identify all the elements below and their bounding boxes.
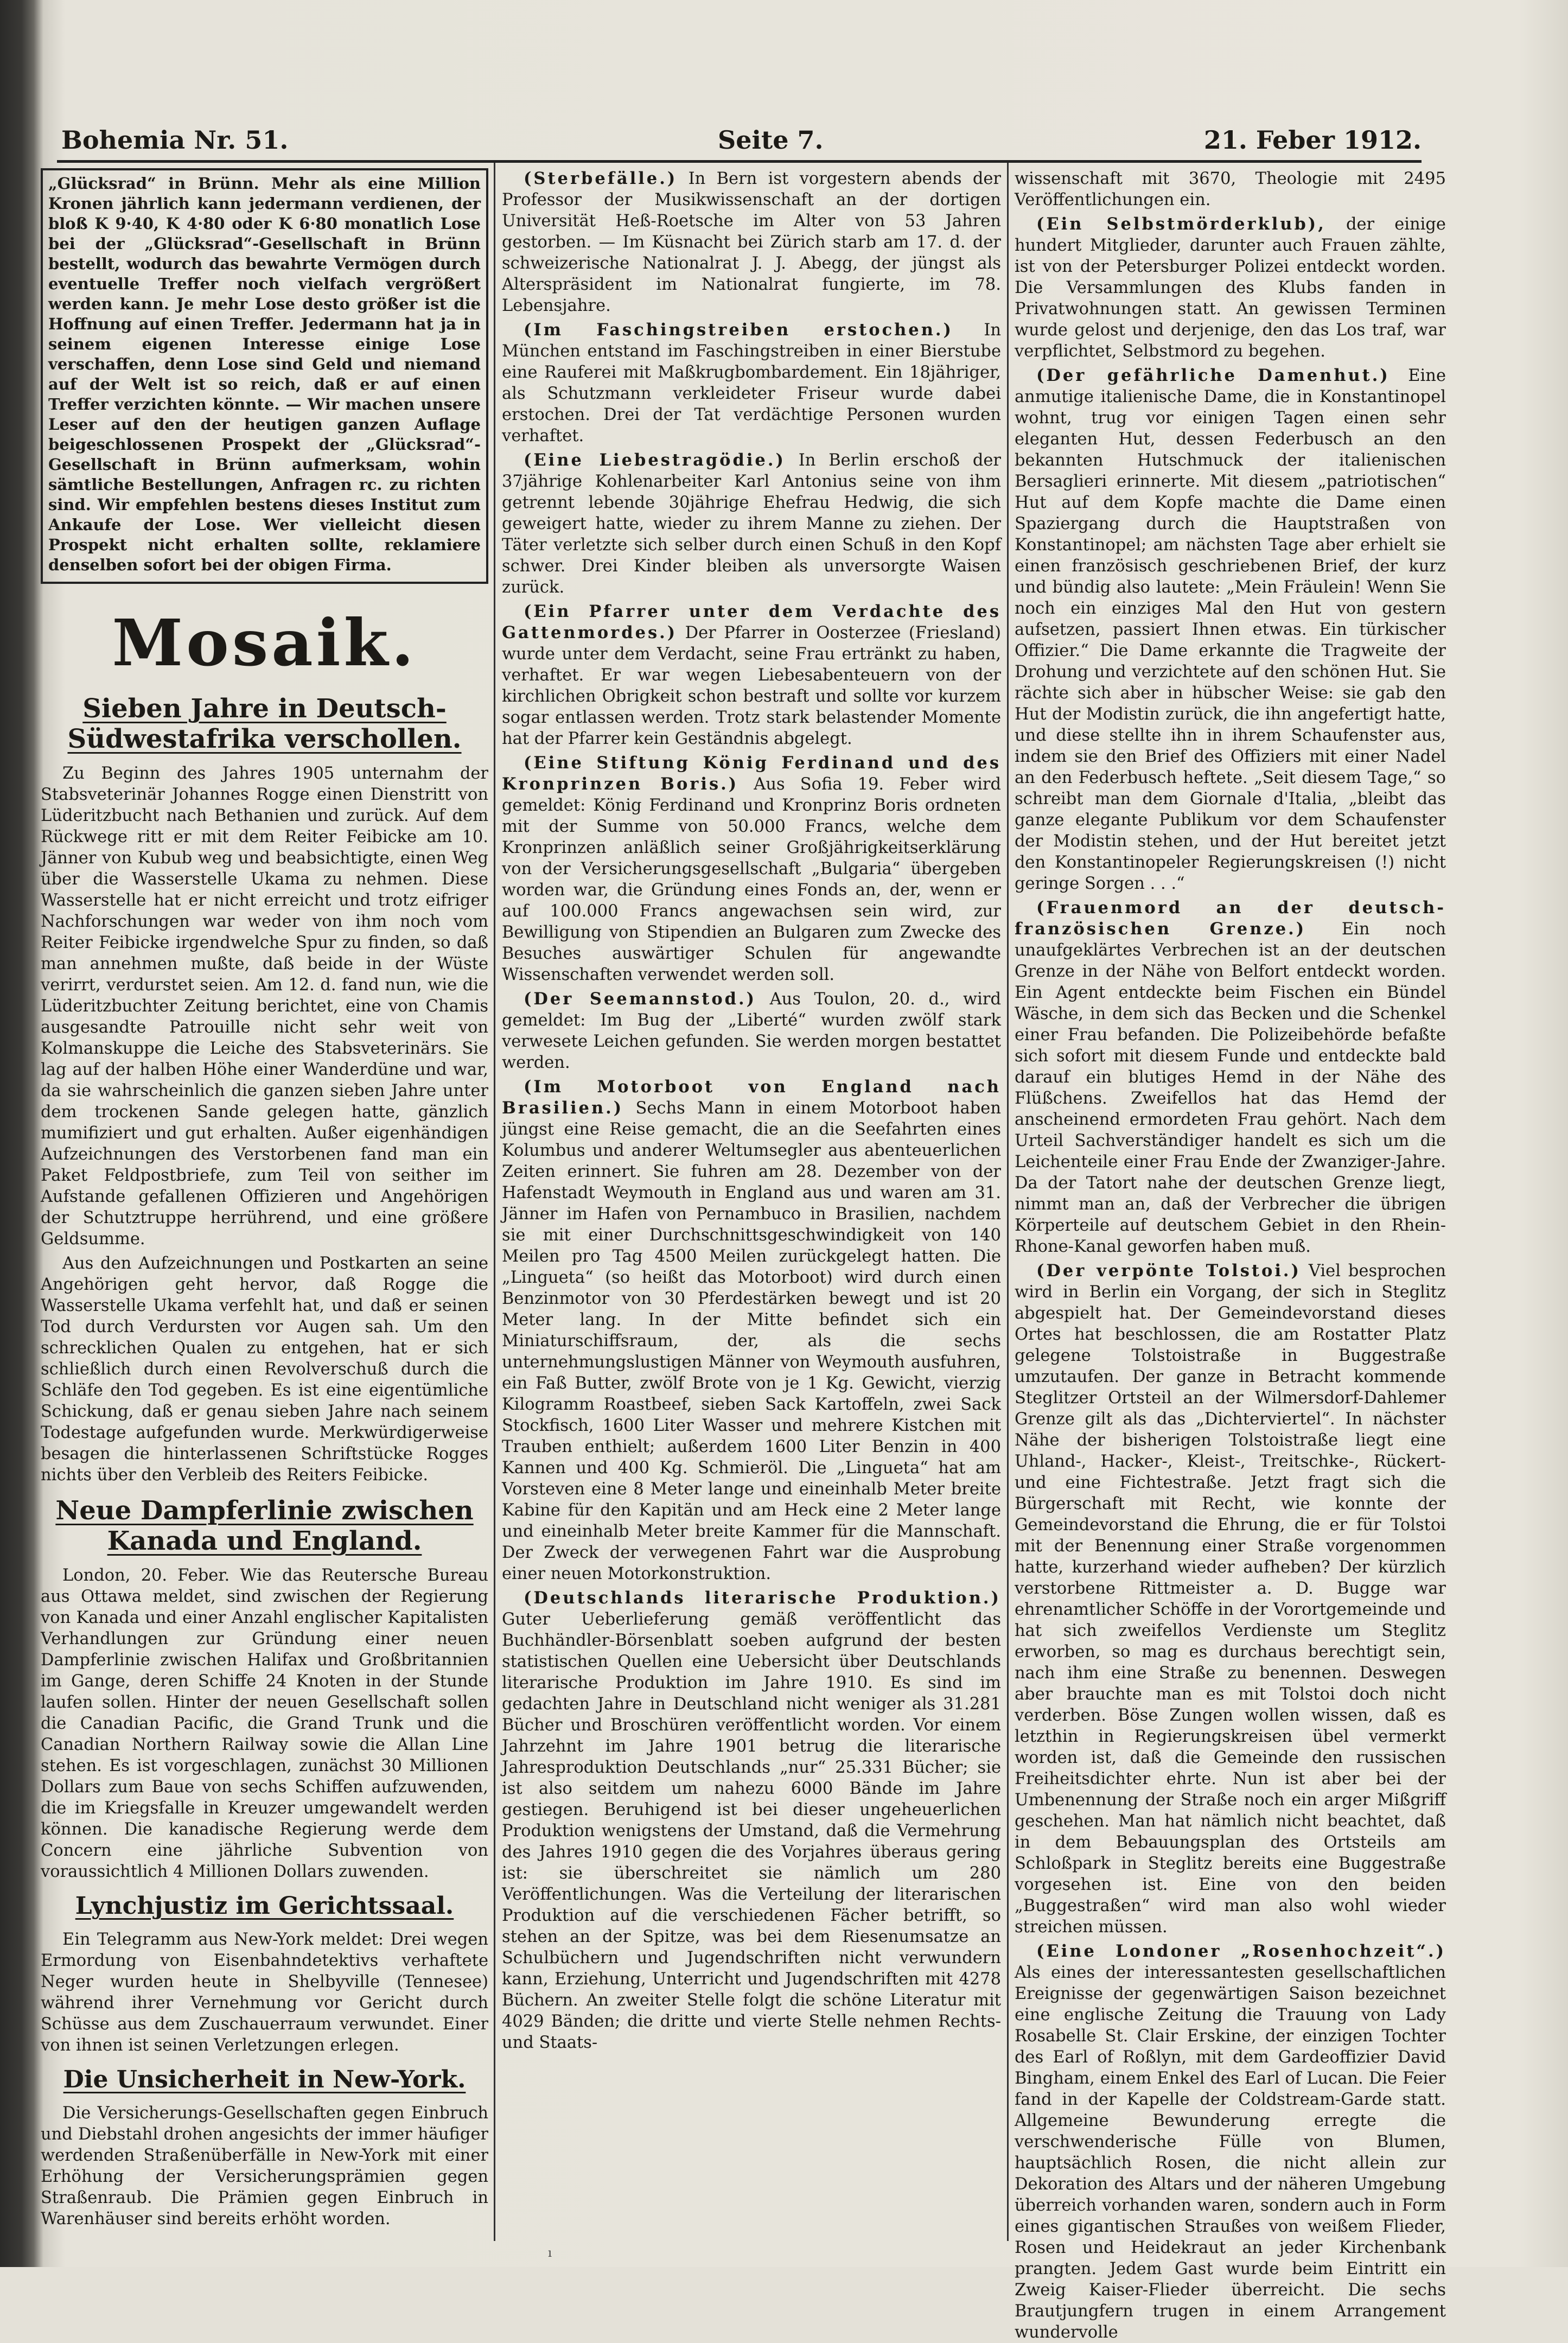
news-item-text: Ein noch unaufgeklärtes Verbrechen ist an der deutschen Grenze in der Nähe von Belfort entdeckt worden. Ein Agent entdeckte beim Fischen ein Bündel Wäsche, in dem sich das Becken und die Schenkel einer Frau befanden. Die Polizeibehörde befaßte sich sofort mit diesem Funde und entdeckte bald darauf ein blutiges Hemd in der Nähe des Flüßchens. Zweifellos hat das Hemd der anscheinend ermordeten Frau gehört. Nach dem Urteil Sachverständiger handelt es sich um die Leichenteile einer Frau Ende der Zwanziger-Jahre. Da der Tatort nahe der deutschen Grenze liegt, nimmt man an, daß der Verbrecher die übrigen Körperteile auf deutschem Gebiet in den Rhein-Rhone-Kanal geworfen haben muß. (1015, 920, 1446, 1256)
news-item-lead: (Ein Pfarrer unter dem Verdachte des Gattenmordes.) (502, 602, 1001, 642)
news-item (1015, 214, 1446, 362)
article-paragraph: Ein Telegramm aus New-York meldet: Drei wegen Ermordung von Eisenbahndetektivs verhaftete Neger wurden heute in Shelbyville (Tennesee) während ihrer Vernehmung vor Gericht durch Schüsse aus dem Zuschauerraum verwundet. Einer von ihnen ist seinen Verletzungen erlegen. (41, 1930, 488, 2055)
news-item-text: In Berlin erschoß der 37jährige Kohlenarbeiter Karl Antonius seine von ihm getrennt lebende 30jährige Ehefrau Hedwig, die sich geweigert hatte, wieder zu ihrem Manne zu ziehen. Der Täter verletzte sich selber durch einen Schuß in den Kopf schwer. Drei Kinder bleiben als unversorgte Waisen zurück. (502, 451, 1001, 597)
article-paragraph: Die Versicherungs-Gesellschaften gegen Einbruch und Diebstahl drohen angesichts der immer häufiger werdenden Straßenüberfälle in New-York mit einer Erhöhung der Versicherungsprämien gegen Straßenraub. Die Prämien gegen Einbruch in Warenhäuser sind bereits erhöht worden. (41, 2104, 488, 2229)
article-paragraph: Aus den Aufzeichnungen und Postkarten an seine Angehörigen geht hervor, daß Rogge die Wasserstelle Ukama verfehlt hat, und daß er seinen Tod durch Verdursten vor Augen sah. Um den schrecklichen Qualen zu entgehen, hat er sich schließlich durch einen Revolverschuß durch die Schläfe den Tod gegeben. Es ist eine eigentümliche Schickung, daß er genau sieben Jahre nach seinem Todestage aufgefunden wurde. Merkwürdigerweise besagen die hinterlassenen Schriftstücke Rogges nichts über den Verbleib des Reiters Feibicke. (41, 1254, 488, 1485)
news-item-lead: (Ein Selbstmörderklub), (1036, 214, 1326, 234)
article-headline: Neue Dampferlinie zwischen Kanada und England. (55, 1495, 474, 1556)
news-item-text: Aus Sofia 19. Feber wird gemeldet: König Ferdinand und Kronprinz Boris ordneten mit der Summe von 50.000 Francs, welche dem Kronprinzen anläßlich seiner Großjährigkeitserklärung von der Versicherungsgesellschaft „Bulgaria“ übergeben worden war, die Gründung eines Fonds an, der, wenn er auf 100.000 Francs angewachsen sein wird, zur Bewilligung von Stipendien an Bulgaren zum Zwecke des Besuches auswärtiger Schulen für angewandte Wissenschaften verwendet werden soll. (502, 775, 1001, 984)
article-headline: Lynchjustiz im Gerichtssaal. (75, 1892, 454, 1920)
footer-mark: ı (548, 2246, 552, 2260)
news-item-lead: (Eine Stiftung König Ferdinand und des Kronprinzen Boris.) (502, 753, 1001, 794)
news-item-continuation: wissenschaft mit 3670, Theologie mit 2495 Veröffentlichungen ein. (1015, 169, 1446, 209)
news-item-lead: (Der Seemannstod.) (524, 989, 757, 1009)
column-rule (1007, 163, 1009, 2241)
news-item-lead: (Eine Liebestragödie.) (524, 450, 786, 470)
section-title-mosaik: Mosaik. (112, 605, 417, 680)
article-headline: Sieben Jahre in Deutsch-Südwestafrika verschollen. (67, 693, 462, 754)
news-item-text: Als eines der interessantesten gesellschaftlichen Ereignisse der gegenwärtigen Saison bezeichnet eine englische Zeitung die Trauung von Lady Rosabelle St. Clair Erskine, der einzigen Tochter des Earl of Roßlyn, mit dem Gardeoffizier David Bingham, einem Enkel des Earl of Lucan. Die Feier fand in der Kapelle der Coldstream-Garde statt. Allgemeine Bewunderung erregte die verschwenderische Fülle von Blumen, hauptsächlich Rosen, die nicht allein zur Dekoration des Altars und der näheren Umgebung überreich vorhanden waren, sondern auch in Form eines gigantischen Straußes von weißem Flieder, Rosen und Heidekraut an jeder Kirchenbank prangten. Jedem Gast wurde beim Eintritt ein Zweig Kaiser-Flieder überreicht. Die sechs Brautjungfern trugen in einem Arrangement wundervolle (1015, 1963, 1446, 2342)
news-item (502, 450, 1001, 598)
news-item-text: In Bern ist vorgestern abends der Professor der Musikwissenschaft an der dortigen Universität Heß-Roetsche im Alter von 53 Jahren gestorben. — Im Küsnacht bei Zürich starb am 17. d. der schweizerische Nationalrat J. J. Abegg, der jüngst als Alterspräsident im Nationalrat fungierte, im 78. Lebensjahre. (502, 169, 1001, 315)
news-item-text: Guter Ueberlieferung gemäß veröffentlicht das Buchhändler-Börsenblatt soeben aufgrund der besten statistischen Quellen eine Uebersicht über Deutschlands literarische Produktion im Jahre 1910. Es sind im gedachten Jahre in Deutschland nicht weniger als 31.281 Bücher und Broschüren veröffentlicht worden. Vor einem Jahrzehnt im Jahre 1901 betrug die literarische Jahresproduktion Deutschlands „nur“ 25.331 Bücher; sie ist also seitdem um nahezu 6000 Bände im Jahre gestiegen. Beruhigend ist bei dieser ungeheuerlichen Produktion wenigstens der Umstand, daß die Vermehrung des Jahres 1910 gegen die des Vorjahres überaus gering ist: sie überschreitet sie nämlich um 280 Veröffentlichungen. Was die Verteilung der literarischen Produktion auf die verschiedenen Fächer betrifft, so stehen an der Spitze, was bei dem Riesenumsatze an Schulbüchern und Jugendschriften nicht verwundern kann, Erziehung, Unterricht und Jugendschriften mit 4278 Büchern. An zweiter Stelle folgt die schöne Literatur mit 4029 Bänden; die dritte und vierte Stelle nehmen Rechts- und Staats- (502, 1610, 1001, 2052)
news-item-lead: (Im Faschingstreiben erstochen.) (524, 320, 953, 340)
advertisement-text: „Glücksrad“ in Brünn. Mehr als eine Million Kronen jährlich kann jedermann verdienen, der bloß K 9·40, K 4·80 oder K 6·80 monatlich Lose bei der „Glücksrad“-Gesellschaft in Brünn bestellt, wodurch das bewahrte Vermögen durch eventuelle Treffer noch vielfach vergrößert werden kann. Je mehr Lose desto größer ist die Hoffnung auf einen Treffer. Jedermann hat ja in seinem eigenen Interesse einige Lose verschaffen, denn Lose sind Geld und niemand auf der Welt ist so reich, daß er auf einen Treffer verzichten könnte. — Wir machen unsere Leser auf den der heutigen ganzen Auflage beigeschlossenen Prospekt der „Glücksrad“-Gesellschaft in Brünn aufmerksam, wohin sämtliche Bestellungen, Anfragen rc. zu richten sind. Wir empfehlen bestens dieses Institut zum Ankaufe der Lose. Wer vielleicht diesen Prospekt nicht erhalten sollte, reklamiere denselben sofort bei der obigen Firma. (48, 174, 481, 574)
news-item (502, 1588, 1001, 2053)
news-item-lead: (Im Motorboot von England nach Brasilien.) (502, 1077, 1001, 1118)
news-item (502, 989, 1001, 1073)
article-paragraph: Zu Beginn des Jahres 1905 unternahm der Stabsveterinär Johannes Rogge einen Dienstritt von Lüderitzbucht nach Bethanien und zurück. Auf dem Rückwege ritt er mit dem Reiter Feibicke am 10. Jänner von Kubub weg und beabsichtigte, einen Weg über die Wasserstelle Ukama zu nehmen. Diese Wasserstelle hat er nicht erreicht und trotz eifriger Nachforschungen war weder von ihm noch vom Reiter Feibicke irgendwelche Spur zu finden, so daß man annehmen mußte, daß beide in der Wüste verirrt, verdurstet seien. Am 12. d. fand nun, wie die Lüderitzbuchter Zeitung berichtet, eine von Chamis ausgesandte Patrouille nicht sehr weit von Kolmanskuppe die Leiche des Stabsveterinärs. Sie lag auf der halben Höhe einer Wanderdüne und war, da sie wahrscheinlich die ganzen sieben Jahre unter dem trockenen Sande gelegen hatte, gänzlich mumifiziert und gut erhalten. Außer eigenhändigen Aufzeichnungen des Verstorbenen fand man ein Paket Feldpostbriefe, zum Teil von seither im Aufstande gefallenen Offizieren und Angehörigen der Schutztruppe herrührend, und eine größere Geldsumme. (41, 764, 488, 1249)
article-headline: Die Unsicherheit in New-York. (63, 2066, 466, 2093)
news-item (1015, 897, 1446, 1257)
article-paragraph: London, 20. Feber. Wie das Reutersche Bureau aus Ottawa meldet, sind zwischen der Regierung von Kanada und einer Anzahl englischer Kapitalisten Verhandlungen zur Gründung einer neuen Dampferlinie zwischen Halifax und Großbritannien im Gange, deren Schiffe 24 Knoten in der Stunde laufen sollen. Hinter der neuen Gesellschaft sollen die Canadian Pacific, die Grand Trunk und die Canadian Northern Railway sowie die Allan Line stehen. Es ist vorgeschlagen, zunächst 30 Millionen Dollars zum Baue von sechs Schiffen aufzuwenden, die im Kriegsfalle in Kreuzer umgewandelt werden können. Die kanadische Regierung werde dem Concern eine jährliche Subvention von voraussichtlich 4 Millionen Dollars zuwenden. (41, 1566, 488, 1881)
news-item-lead: (Der verpönte Tolstoi.) (1036, 1261, 1301, 1281)
news-item (502, 320, 1001, 447)
news-item-text: Eine anmutige italienische Dame, die in Konstantinopel wohnt, trug vor einigen Tagen einen sehr eleganten Hut, dessen Federbusch an den bekannten Hutschmuck der italienischen Bersaglieri erinnerte. Mit diesem „patriotischen“ Hut auf dem Kopfe machte die Dame einen Spaziergang durch die Hauptstraßen von Konstantinopel; am nächsten Tage aber erhielt sie einen französisch geschriebenen Brief, der kurz und bündig also lautete: „Mein Fräulein! Wenn Sie noch ein einziges Mal den Hut von gestern aufsetzen, passiert Ihnen etwas. Ein türkischer Offizier.“ Die Dame erkannte die Tragweite der Drohung und verzichtete auf den schönen Hut. Sie rächte sich aber in hübscher Weise: sie gab den Hut der Modistin zurück, die ihn angefertigt hatte, und diese stellte ihn in ihrem Schaufenster aus, indem sie den Brief des Offiziers mit einer Nadel an den Federbusch heftete. „Seit diesem Tage,“ so schreibt man dem Giornale d'Italia, „bleibt das ganze elegante Publikum vor dem Schaufenster der Modistin stehen, und der Hut bereitet jetzt den Konstantinopeler Regierungskreisen (!) nicht geringe Sorgen . . .“ (1015, 366, 1446, 893)
column-left (41, 168, 488, 2246)
news-item-text: Aus Toulon, 20. d., wird gemeldet: Im Bug der „Liberté“ wurden zwölf stark verwesete Leichen gefunden. Sie werden morgen bestattet werden. (502, 990, 1001, 1072)
news-item (502, 753, 1001, 985)
news-item-text: Sechs Mann in einem Motorboot haben jüngst eine Reise gemacht, die an die Seefahrten eines Kolumbus und anderer Weltumsegler aus abenteuerlichen Zeiten erinnert. Sie fuhren am 28. Dezember von der Hafenstadt Weymouth in England aus und waren am 31. Jänner im Hafen von Pernambuco in Brasilien, nachdem sie mit einer Durchschnittsgeschwindigkeit von 140 Meilen pro Tag 4500 Meilen zurückgelegt hatten. Die „Lingueta“ (so heißt das Motorboot) wird durch einen Benzinmotor von 30 Pferdestärken bewegt und ist 20 Meter lang. In der Mitte befindet sich ein Miniaturschiffsraum, der, als die sechs unternehmungslustigen Männer von Weymouth ausfuhren, ein Faß Butter, zwölf Brote von je 1 Kg. Gewicht, vierzig Kilogramm Roastbeef, sieben Sack Kartoffeln, zwei Sack Stockfisch, 1600 Liter Wasser und mehrere Kistchen mit Trauben enthielt; außerdem 1600 Liter Benzin in 400 Kannen und 400 Kg. Schmieröl. Die „Lingueta“ hat am Vorsteven eine 8 Meter lange und eineinhalb Meter breite Kabine für den Kapitän und am Heck eine 2 Meter lange und eineinhalb Meter breite Kammer für die Mannschaft. Der Zweck der verwegenen Fahrt war die Ausprobung einer neuen Motorkonstruktion. (502, 1099, 1001, 1583)
news-item-lead: (Deutschlands literarische Produktion.) (524, 1588, 1001, 1608)
news-item-text: der einige hundert Mitglieder, darunter auch Frauen zählte, ist von der Petersburger Polizei entdeckt worden. Die Versammlungen des Klubs fanden in Privatwohnungen statt. An gewissen Terminen wurde gelost und derjenige, den das Los traf, war verpflichtet, Selbstmord zu begehen. (1015, 215, 1446, 361)
news-item (502, 168, 1001, 316)
news-item-lead: (Frauenmord an der deutsch-französischen Grenze.) (1015, 898, 1446, 939)
news-item-text: Der Pfarrer in Oosterzee (Friesland) wurde unter dem Verdacht, seine Frau ertränkt zu haben, verhaftet. Er war wegen Liebesabenteuern von der kirchlichen Obrigkeit schon bestraft und sollte vor kurzem sogar entlassen werden. Trotz stark belastender Momente hat der Pfarrer kein Geständnis abgelegt. (502, 623, 1001, 748)
news-item-lead: (Sterbefälle.) (524, 169, 678, 188)
header-date: 21. Feber 1912. (1203, 125, 1422, 155)
news-item-lead: (Eine Londoner „Rosenhochzeit“.) (1036, 1941, 1446, 1961)
column-middle (502, 168, 1001, 2246)
news-item-text: Viel besprochen wird in Berlin ein Vorgang, der sich in Steglitz abgespielt hat. Der Gemeindevorstand dieses Ortes hat beschlossen, die am Rostatter Platz gelegene Tolstoistraße in Buggestraße umzutaufen. Der ganze in Betracht kommende Steglitzer Ortsteil an der Wilmersdorf-Dahlemer Grenze gilt als das „Dichterviertel“. In nächster Nähe der bisherigen Tolstoistraße liegt eine Uhland-, Hacker-, Kleist-, Treitschke-, Rückert- und eine Fichtestraße. Jetzt fragt sich die Bürgerschaft mit Recht, wie konnte der Gemeindevorstand die Ehrung, die er für Tolstoi mit der Benennung einer Straße vorgenommen hatte, kurzerhand wieder aufheben? Der kürzlich verstorbene Rittmeister a. D. Bugge war ehrenamtlicher Schöffe in der Vorortgemeinde und hat sich zweifellos Verdienste um Steglitz erworben, so mag es durchaus berechtigt sein, nach ihm eine Straße zu benennen. Deswegen aber brauchte man es mit Tolstoi doch nicht verderben. Böse Zungen wollen wissen, daß es letzthin in Regierungskreisen übel vermerkt worden ist, daß die Gemeinde den russischen Freiheitsdichter ehrte. Nun ist aber bei der Umbenennung der Straße noch ein arger Mißgriff geschehen. Man hat nämlich nicht beachtet, daß in dem Bebauungsplan des Ortsteils am Schloßpark in Steglitz bereits eine Buggestraße vorgesehen ist. Eine von den beiden „Buggestraßen“ wird man also wohl wieder streichen müssen. (1015, 1262, 1446, 1937)
news-item-lead: (Der gefährliche Damenhut.) (1036, 366, 1390, 385)
news-item (502, 1077, 1001, 1584)
header-issue: Bohemia Nr. 51. (61, 125, 289, 155)
news-item (1015, 365, 1446, 894)
advertisement-box (41, 168, 488, 584)
page-header (57, 122, 1422, 163)
news-item-text: In München entstand im Faschingstreiben in einer Bierstube eine Rauferei mit Maßkrugbombardement. Ein 18jähriger, als Schutzmann verkleideter Friseur wurde dabei erstochen. Drei der Tat verdächtige Personen wurden verhaftet. (502, 321, 1002, 445)
column-right (1015, 168, 1446, 2342)
news-item (502, 601, 1001, 749)
column-rule (494, 163, 495, 2241)
news-item (1015, 1260, 1446, 1938)
news-item (1015, 1941, 1446, 2343)
header-page-number: Seite 7. (718, 125, 824, 155)
